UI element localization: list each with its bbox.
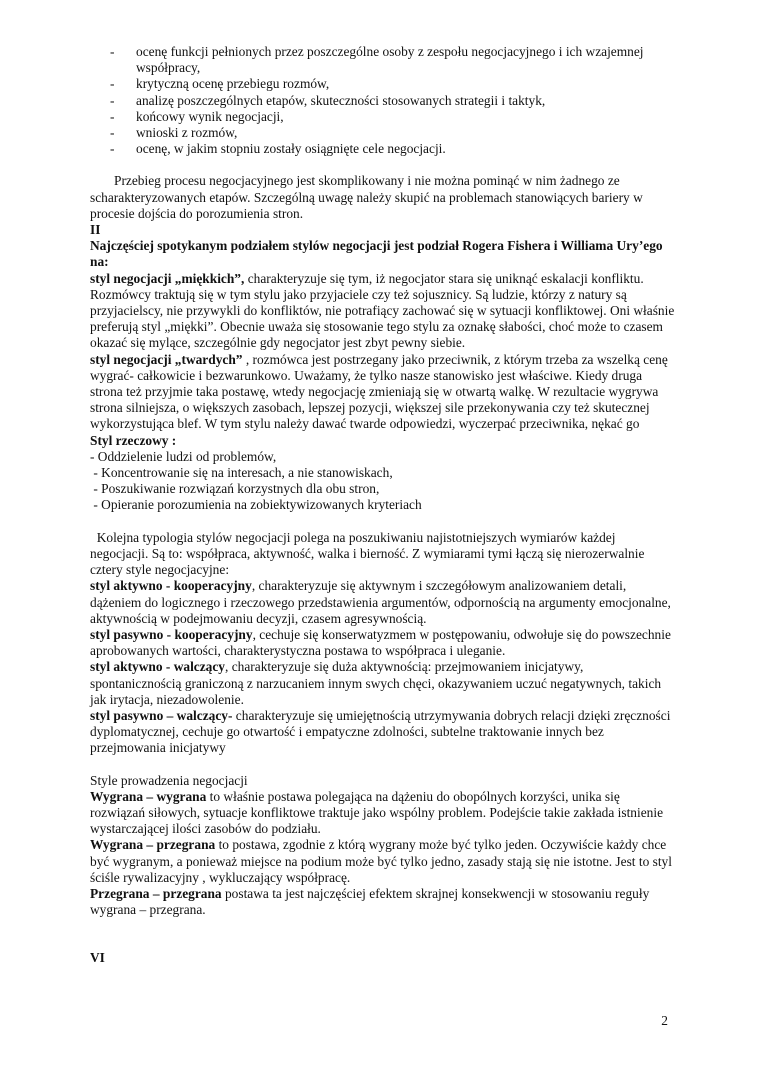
list-item: - ocenę funkcji pełnionych przez poszczególne osoby z zespołu negocjacyjnego i ich wzajemnej współpracy, [110, 44, 675, 76]
list-item: - Opieranie porozumienia na zobiektywizowanych kryteriach [90, 497, 422, 513]
evaluation-list [90, 44, 675, 157]
objective-style-list [90, 449, 675, 514]
conduct-label: Wygrana – wygrana [90, 788, 207, 804]
hard-style-paragraph [90, 352, 675, 433]
conduct-label: Przegrana – przegrana [90, 885, 222, 901]
style-text: , cechuje się konserwatyzmem w postępowaniu, odwołuje się do powszechnie aprobowanych wartości, charakterystyczna postawa to współpraca i uleganie. [90, 626, 671, 659]
list-item: - krytyczną ocenę przebiegu rozmów, [110, 76, 675, 92]
style-text: , charakteryzuje się duża aktywnością: przejmowaniem inicjatywy, spontanicznością graniczoną z narzucaniem innym swych chęci, okazywaniem uczuć negatywnych, takich jak irytacja, niezadowolenie. [90, 659, 662, 707]
style-paragraph [90, 578, 675, 627]
conduct-text: to postawa, zgodnie z którą wygrany może być tylko jeden. Oczywiście każdy chce być wygranym, a ponieważ miejsce na podium może być tylko jedno, zasady stają się nie istotne. Jest to styl ściśle rywalizacyjny , wykluczający współpracę. [90, 837, 672, 885]
list-item: - Poszukiwanie rozwiązań korzystnych dla obu stron, [90, 481, 380, 497]
conduct-paragraph [90, 886, 675, 918]
conduct-label: Wygrana – przegrana [90, 837, 216, 853]
page-number: 2 [661, 1013, 668, 1028]
soft-style-label: styl negocjacji „miękkich”, [90, 270, 245, 286]
objective-style-label: Styl rzeczowy : [90, 432, 177, 448]
style-paragraph [90, 708, 675, 757]
conduct-paragraph [90, 837, 675, 886]
style-paragraph [90, 659, 675, 708]
list-item: - końcowy wynik negocjacji, [110, 109, 675, 125]
style-label: styl pasywno - kooperacyjny [90, 626, 253, 642]
soft-style-text: charakteryzuje się tym, iż negocjator stara się uniknąć eskalacji konfliktu. Rozmówcy traktują się w tym stylu jako przyjaciele czy też sojusznicy. Są ludzie, którzy z natury są przyjacielscy, nie przywykli do konfliktów, nie potrafiący zachować się w sytuacji konfliktowej. Oni właśnie preferują styl „miękki”. Obecnie uważa się stosowanie tego stylu za oznakę słabości, choć może to czasem okazać się mylące, szczególnie gdy negocjator jest zbyt pewny siebie. [90, 270, 675, 351]
hard-style-text: , rozmówca jest postrzegany jako przeciwnik, z którym trzeba za wszelką cenę wygrać- całkowicie i bezwarunkowo. Uważamy, że tylko nasze stanowisko jest właściwe. Kiedy druga strona też przyjmie taka postawę, wtedy negocjację zmieniają się w otwartą walkę. W rezultacie wygrywa strona silniejsza, o większych zasobach, lepszej pozycji, większej sile przekonywania czy też skutecznej wykorzystująca blef. W tym stylu należy dawać twarde odpowiedzi, wyczerpać przeciwnika, nękać go [90, 351, 668, 432]
style-label: styl aktywno - walczący [90, 659, 226, 675]
typology-paragraph: Kolejna typologia stylów negocjacji polega na poszukiwaniu najistotniejszych wymiarów każdej negocjacji. Są to: współpraca, aktywność, walka i bierność. Z wymiarami tymi łączą się nierozerwalnie cztery style negocjacyjne: [90, 529, 648, 578]
conduct-paragraph [90, 789, 675, 838]
style-text: charakteryzuje się umiejętnością utrzymywania dobrych relacji dzięki zręczności dyplomatycznej, cechuje go otwartość i empatyczne zdolności, subtelne traktowanie innych bez przejmowania inicjatywy [90, 707, 671, 756]
conduct-text: to właśnie postawa polegająca na dążeniu do obopólnych korzyści, unika się rozwiązań siłowych, sytuacje konfliktowe traktuje jako wspólny problem. Podejście takie zakłada istnienie wystarczającej ilości zasobów do podziału. [90, 788, 664, 837]
page-content [90, 44, 675, 967]
conduct-heading: Style prowadzenia negocjacji [90, 772, 248, 788]
style-label: styl pasywno – walczący- [90, 707, 233, 723]
list-item: - analizę poszczególnych etapów, skuteczności stosowanych strategii i taktyk, [110, 93, 675, 109]
conduct-text: postawa ta jest najczęściej efektem skrajnej konsekwencji w stosowaniu reguły wygrana – przegrana. [90, 885, 650, 918]
list-item: - Koncentrowanie się na interesach, a nie stanowiskach, [90, 465, 393, 481]
hard-style-label: styl negocjacji „twardych” [90, 351, 243, 367]
list-item: - Oddzielenie ludzi od problemów, [90, 448, 277, 464]
soft-style-paragraph [90, 271, 675, 352]
style-text: , charakteryzuje się aktywnym i szczegółowym analizowaniem detali, dążeniem do logicznego i rzeczowego przedstawienia argumentów, odpornością na argumenty emocjonalne, aktywnością w podejmowaniu decyzji, czasem agresywnością. [90, 578, 671, 626]
list-item: - ocenę, w jakim stopniu zostały osiągnięte cele negocjacji. [110, 141, 675, 157]
intro-paragraph: Przebieg procesu negocjacyjnego jest skomplikowany i nie można pominąć w nim żadnego ze scharakteryzowanych etapów. Szczególną uwagę należy skupić na problemach stanowiących bariery w procesie dojścia do porozumienia stron. [90, 173, 643, 221]
style-label: styl aktywno - kooperacyjny [90, 578, 252, 594]
section-ii-title: Najczęściej spotykanym podziałem stylów negocjacji jest podział Rogera Fishera i Williama Ury’ego na: [90, 238, 663, 270]
section-heading-vi: VI [90, 950, 105, 966]
list-item: - wnioski z rozmów, [110, 125, 675, 141]
section-heading-ii: II [90, 222, 101, 238]
style-paragraph [90, 627, 675, 659]
